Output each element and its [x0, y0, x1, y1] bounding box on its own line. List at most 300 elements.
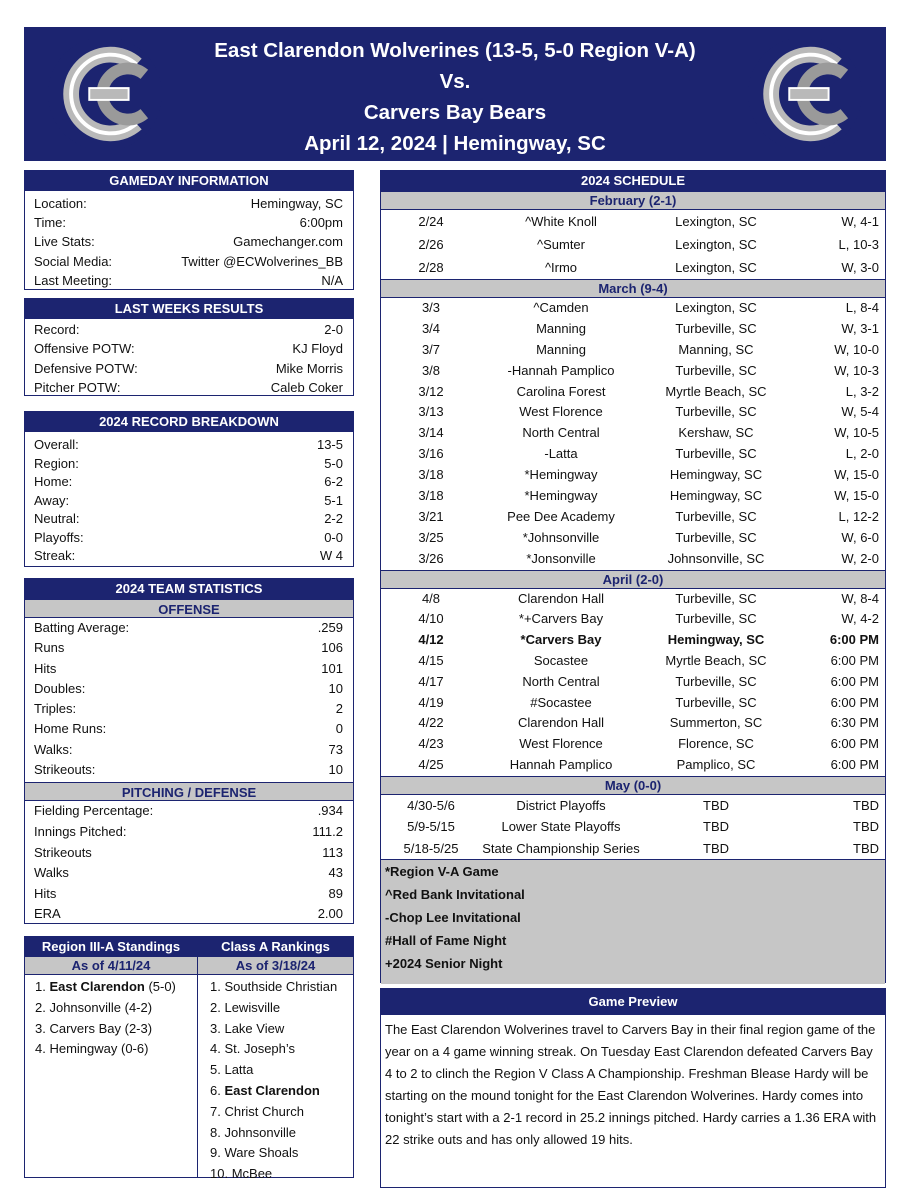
gameday-row: [25, 213, 353, 232]
schedule-game-row: [381, 298, 885, 319]
offense-stat-label: Doubles:: [34, 680, 86, 696]
game-result: W, 8-4: [841, 590, 879, 606]
schedule-game-row: [381, 589, 885, 610]
game-opponent: *Hemingway: [524, 467, 598, 483]
offense-subheader: OFFENSE: [25, 599, 353, 618]
game-result: 6:00 PM: [830, 694, 879, 710]
pitching-stat-row: [25, 884, 353, 905]
record-value: 13-5: [316, 437, 343, 452]
class-rankings-date: As of 3/18/24: [198, 957, 353, 975]
offense-stat-label: Hits: [34, 660, 57, 676]
record-row: [25, 547, 353, 566]
pitching-stat-label: ERA: [34, 906, 61, 922]
schedule-game-row: [381, 549, 885, 570]
region-standing-record: (4-2): [121, 999, 153, 1015]
schedule-game-row: [381, 210, 885, 233]
offense-stat-label: Runs: [34, 640, 65, 656]
game-opponent: *Johnsonville: [522, 529, 600, 545]
game-opponent: ^Camden: [533, 300, 589, 315]
game-location: Hemingway, SC: [667, 632, 765, 648]
gameday-value: Twitter @ECWolverines_BB: [181, 253, 343, 269]
region-standing-rank: 2.: [35, 999, 50, 1015]
region-standings-title: Region III-A Standings: [25, 937, 197, 957]
game-preview-text: The East Clarendon Wolverines travel to Carvers Bay in their final region game of the year on a 4 game winning streak. On Tuesday East Clarendon defeated Carvers Bay 4 to 2 to clinch the Region V Class A Championship. Freshman Blease Hardy will be starting on the mound tonight for the East Clarendon Wolverines. Hardy comes into tonight’s start with a 2-1 record in 25.2 innings pitched. Hardy carries a 1.36 ERA with 22 strike outs and has only allowed 19 hits.: [385, 1022, 877, 1147]
offense-stat-value: 2: [335, 701, 343, 717]
pitching-stat-label: Innings Pitched:: [34, 823, 127, 839]
region-standing-record: (2-3): [121, 1020, 153, 1036]
game-date: 3/16: [418, 446, 444, 462]
game-opponent: Clarendon Hall: [518, 715, 604, 731]
gameday-row: [25, 232, 353, 251]
schedule-game-row: [381, 444, 885, 465]
record-row: [25, 492, 353, 511]
team-statistics-title: 2024 TEAM STATISTICS: [25, 579, 353, 599]
gameday-info-title: GAMEDAY INFORMATION: [25, 171, 353, 191]
game-location: Florence, SC: [678, 736, 754, 752]
game-date: 3/8: [421, 362, 441, 378]
class-ranking-rank: 8.: [210, 1124, 225, 1140]
record-row: [25, 529, 353, 548]
game-result: 6:00 PM: [830, 673, 879, 689]
class-ranking-rank: 9.: [210, 1145, 225, 1161]
lastweek-row: [25, 359, 353, 378]
game-opponent: ^Irmo: [544, 260, 578, 275]
class-ranking-rank: 4.: [210, 1041, 225, 1057]
schedule-game-row: [381, 486, 885, 507]
record-value: 6-2: [324, 474, 343, 489]
game-result: W, 15-0: [834, 488, 879, 504]
game-opponent: Lower State Playoffs: [501, 819, 621, 835]
game-result: 6:30 PM: [830, 715, 879, 731]
offense-stat-value: 101: [321, 660, 343, 676]
gameday-value: N/A: [321, 272, 343, 288]
class-ranking-team: Lewisville: [224, 999, 281, 1015]
opponent-title: Carvers Bay Bears: [363, 101, 547, 124]
record-row: [25, 455, 353, 474]
record-breakdown-panel: [24, 411, 354, 567]
last-week-panel: [24, 298, 354, 396]
game-opponent: *+Carvers Bay: [518, 611, 604, 627]
lastweek-value: Caleb Coker: [270, 379, 343, 395]
standings-panel: [24, 936, 354, 1182]
game-location: Turbeville, SC: [675, 673, 757, 689]
game-date: 4/12: [418, 632, 444, 648]
game-location: TBD: [703, 819, 729, 835]
offense-stat-label: Home Runs:: [34, 721, 107, 737]
region-standings-date: As of 4/11/24: [25, 957, 197, 975]
pitching-stat-value: 43: [328, 865, 343, 881]
class-ranking-team: Southside Christian: [224, 979, 338, 994]
game-result: L, 2-0: [845, 446, 879, 462]
game-location: TBD: [703, 840, 729, 856]
game-result: 6:00 PM: [829, 632, 879, 648]
game-opponent: *Carvers Bay: [520, 632, 602, 648]
game-location: Turbeville, SC: [675, 508, 757, 524]
game-opponent: *Jonsonville: [526, 550, 596, 566]
offense-stat-row: [25, 740, 353, 760]
game-date: 4/22: [418, 715, 444, 731]
pitching-stat-label: Fielding Percentage:: [34, 803, 154, 819]
offense-stat-label: Walks:: [34, 741, 73, 757]
lastweek-label: Pitcher POTW:: [34, 379, 121, 395]
game-result: W, 10-3: [834, 362, 879, 378]
gameday-label: Location:: [34, 196, 87, 211]
game-date: 3/18: [418, 488, 444, 504]
region-standing-rank: 3.: [35, 1020, 50, 1036]
class-rankings-title: Class A Rankings: [198, 937, 353, 957]
class-ranking-item: [198, 1164, 353, 1185]
schedule-month-header: February (2-1): [381, 191, 885, 210]
class-ranking-rank: 1.: [210, 979, 225, 994]
schedule-title: 2024 SCHEDULE: [381, 171, 885, 191]
region-standing-record: (5-0): [144, 979, 176, 994]
ec-logo-icon: [746, 35, 864, 153]
game-opponent: Clarendon Hall: [518, 590, 604, 606]
pitching-stat-row: [25, 904, 353, 925]
schedule-legend: [381, 859, 885, 984]
game-date: 4/23: [418, 736, 444, 752]
class-ranking-rank: 3.: [210, 1020, 225, 1036]
class-ranking-item: [198, 977, 353, 998]
gameday-label: Social Media:: [34, 253, 113, 269]
class-ranking-rank: 10.: [210, 1166, 232, 1182]
game-location: Johnsonville, SC: [667, 550, 765, 566]
game-location: Myrtle Beach, SC: [665, 383, 767, 399]
game-result: TBD: [853, 840, 879, 856]
class-ranking-item: [198, 1123, 353, 1144]
class-ranking-rank: 2.: [210, 999, 225, 1015]
lastweek-row: [25, 320, 353, 339]
game-opponent: Manning: [536, 341, 586, 357]
game-opponent: State Championship Series: [482, 840, 640, 856]
game-date: 2/24: [418, 214, 444, 229]
schedule-game-row: [381, 755, 885, 776]
schedule-game-row: [381, 402, 885, 423]
game-location: Pamplico, SC: [676, 756, 756, 772]
game-date: 3/4: [421, 320, 441, 336]
game-result: W, 10-0: [834, 341, 879, 357]
pitching-stat-value: 89: [328, 885, 343, 901]
offense-stat-row: [25, 659, 353, 679]
game-opponent: North Central: [522, 673, 600, 689]
game-opponent: Socastee: [533, 652, 589, 668]
record-value: 2-2: [324, 511, 343, 526]
game-location: Myrtle Beach, SC: [665, 652, 767, 668]
schedule-game-row: [381, 838, 885, 860]
legend-item: *Region V-A Game: [385, 864, 499, 880]
lastweek-label: Defensive POTW:: [34, 360, 138, 376]
game-date: 3/26: [418, 550, 444, 566]
class-ranking-item: [198, 1143, 353, 1164]
schedule-game-row: [381, 795, 885, 817]
region-standing-item: [25, 998, 197, 1019]
last-week-title: LAST WEEKS RESULTS: [25, 299, 353, 319]
lastweek-value: 2-0: [324, 322, 343, 337]
game-result: L, 3-2: [845, 383, 879, 399]
team-statistics-panel: [24, 578, 354, 924]
schedule-game-row: [381, 693, 885, 714]
gameday-value: Gamechanger.com: [233, 234, 343, 250]
game-opponent: #Socastee: [530, 694, 592, 710]
game-location: Kershaw, SC: [678, 425, 754, 441]
game-result: W, 3-0: [841, 260, 879, 275]
game-location: Turbeville, SC: [675, 446, 757, 462]
game-location: Turbeville, SC: [675, 529, 757, 545]
offense-stat-row: [25, 618, 353, 638]
game-result: W, 15-0: [834, 467, 879, 483]
schedule-game-row: [381, 465, 885, 486]
game-date: 4/10: [418, 611, 444, 627]
game-date: 3/3: [421, 300, 441, 315]
record-row: [25, 436, 353, 455]
game-location: Hemingway, SC: [669, 488, 763, 504]
game-result: 6:00 PM: [830, 756, 879, 772]
schedule-game-row: [381, 423, 885, 444]
lastweek-value: KJ Floyd: [292, 341, 343, 357]
region-standing-item: [25, 977, 197, 998]
record-value: 5-0: [324, 455, 343, 471]
schedule-game-row: [381, 361, 885, 382]
game-location: Turbeville, SC: [675, 404, 757, 420]
game-location: Lexington, SC: [675, 300, 757, 315]
game-result: L, 10-3: [838, 237, 879, 252]
offense-stat-row: [25, 719, 353, 739]
class-ranking-item: [198, 1019, 353, 1040]
schedule-game-row: [381, 672, 885, 693]
record-label: Region:: [34, 455, 79, 471]
lastweek-row: [25, 378, 353, 397]
gameday-row: [25, 194, 353, 213]
pitching-stat-label: Hits: [34, 885, 57, 901]
game-opponent: Hannah Pamplico: [509, 756, 613, 772]
offense-stat-row: [25, 699, 353, 719]
offense-stat-label: Strikeouts:: [34, 762, 96, 778]
gameday-value: Hemingway, SC: [250, 196, 343, 211]
schedule-panel: [380, 170, 886, 983]
game-date: 3/7: [421, 341, 441, 357]
matchup-title: East Clarendon Wolverines (13-5, 5-0 Region V-A): [214, 39, 696, 62]
game-location: Lexington, SC: [675, 214, 757, 229]
legend-item: +2024 Senior Night: [385, 956, 503, 972]
game-date: 3/21: [418, 508, 444, 524]
record-breakdown-title: 2024 RECORD BREAKDOWN: [25, 412, 353, 432]
game-location: Summerton, SC: [669, 715, 763, 731]
game-preview-panel: [380, 988, 886, 1188]
game-location: Turbeville, SC: [675, 362, 757, 378]
game-opponent: -Hannah Pamplico: [507, 362, 615, 378]
pitching-stat-value: 113: [322, 844, 343, 860]
game-result: TBD: [853, 819, 879, 835]
lastweek-label: Offensive POTW:: [34, 341, 135, 357]
gameday-label: Live Stats:: [34, 234, 95, 250]
game-location: Manning, SC: [678, 341, 754, 357]
gameday-row: [25, 271, 353, 290]
game-result: W, 5-4: [841, 404, 879, 420]
header-banner: [24, 27, 886, 161]
game-opponent: ^Sumter: [536, 237, 585, 252]
game-result: L, 12-2: [838, 508, 879, 524]
offense-stat-label: Batting Average:: [34, 620, 130, 635]
lastweek-label: Record:: [34, 322, 80, 337]
region-standing-rank: 1.: [35, 979, 50, 994]
game-opponent: Manning: [536, 320, 586, 336]
record-row: [25, 510, 353, 529]
schedule-game-row: [381, 713, 885, 734]
game-date: 3/18: [418, 467, 444, 483]
region-standing-team: Hemingway: [49, 1041, 118, 1057]
game-date: 3/25: [418, 529, 444, 545]
game-date: 4/17: [418, 673, 444, 689]
class-ranking-team: Johnsonville: [224, 1124, 297, 1140]
gameday-info-panel: [24, 170, 354, 290]
game-opponent: West Florence: [519, 736, 603, 752]
schedule-game-row: [381, 734, 885, 755]
schedule-game-row: [381, 340, 885, 361]
game-date: 3/12: [418, 383, 444, 399]
region-standing-record: (0-6): [117, 1041, 149, 1057]
region-standing-team: Johnsonville: [49, 999, 122, 1015]
pitching-stat-label: Strikeouts: [34, 844, 92, 860]
schedule-game-row: [381, 382, 885, 403]
record-value: 5-1: [324, 492, 343, 508]
record-row: [25, 473, 353, 492]
game-date: 4/30-5/6: [407, 797, 455, 813]
pitching-stat-value: .934: [317, 803, 343, 819]
game-result: W, 10-5: [834, 425, 879, 441]
game-result: 6:00 PM: [830, 736, 879, 752]
game-opponent: West Florence: [519, 404, 603, 420]
game-result: W, 2-0: [841, 550, 879, 566]
game-opponent: Carolina Forest: [516, 383, 606, 399]
offense-stat-value: 73: [328, 741, 343, 757]
game-date: 3/14: [418, 425, 444, 441]
game-date: 4/19: [418, 694, 444, 710]
game-opponent: District Playoffs: [516, 797, 606, 813]
game-location: Turbeville, SC: [675, 320, 757, 336]
schedule-game-row: [381, 816, 885, 838]
schedule-game-row: [381, 507, 885, 528]
legend-item: ^Red Bank Invitational: [385, 887, 525, 903]
class-ranking-team: East Clarendon: [224, 1082, 320, 1098]
game-preview-title: Game Preview: [381, 989, 885, 1015]
record-label: Playoffs:: [34, 529, 84, 545]
class-ranking-item: [198, 1039, 353, 1060]
class-ranking-item: [198, 1060, 353, 1081]
record-value: W 4: [319, 548, 343, 563]
game-result: W, 3-1: [841, 320, 879, 336]
game-date: 4/25: [418, 756, 444, 772]
legend-item: -Chop Lee Invitational: [385, 910, 521, 926]
game-location: TBD: [703, 797, 729, 813]
game-location: Turbeville, SC: [675, 611, 757, 627]
pitching-subheader: PITCHING / DEFENSE: [25, 782, 353, 801]
game-location: Hemingway, SC: [669, 467, 763, 483]
game-result: W, 4-2: [841, 611, 879, 627]
date-location: April 12, 2024 | Hemingway, SC: [304, 132, 606, 155]
offense-stat-value: 0: [335, 721, 343, 737]
class-rankings: [197, 937, 353, 1182]
offense-stat-label: Triples:: [34, 701, 77, 717]
schedule-month-header: May (0-0): [381, 776, 885, 795]
offense-stat-value: .259: [317, 620, 343, 635]
region-standing-rank: 4.: [35, 1041, 50, 1057]
record-label: Home:: [34, 474, 73, 489]
class-ranking-team: Latta: [224, 1062, 254, 1078]
lastweek-value: Mike Morris: [275, 360, 343, 376]
record-value: 0-0: [324, 529, 343, 545]
region-standing-item: [25, 1039, 197, 1060]
class-ranking-team: Christ Church: [224, 1103, 304, 1119]
game-opponent: -Latta: [544, 446, 578, 462]
class-ranking-team: Ware Shoals: [224, 1145, 299, 1161]
record-label: Streak:: [34, 548, 76, 563]
pitching-stat-value: 111.2: [312, 823, 343, 839]
lastweek-row: [25, 339, 353, 358]
versus-label: Vs.: [439, 70, 471, 93]
pitching-stat-row: [25, 863, 353, 884]
schedule-game-row: [381, 528, 885, 549]
game-date: 4/15: [418, 652, 444, 668]
record-label: Neutral:: [34, 511, 80, 526]
game-date: 5/9-5/15: [407, 819, 455, 835]
pitching-stat-row: [25, 843, 353, 864]
class-ranking-team: Lake View: [224, 1020, 285, 1036]
game-opponent: ^White Knoll: [525, 214, 597, 229]
offense-stat-value: 10: [328, 762, 343, 778]
game-result: 6:00 PM: [830, 652, 879, 668]
game-result: L, 8-4: [845, 300, 879, 315]
offense-stat-row: [25, 760, 353, 780]
gameday-row: [25, 252, 353, 271]
schedule-month-header: April (2-0): [381, 570, 885, 589]
pitching-stat-label: Walks: [34, 865, 69, 881]
region-standing-item: [25, 1019, 197, 1040]
schedule-game-row: [381, 609, 885, 630]
region-standing-team: Carvers Bay: [49, 1020, 121, 1036]
game-result: W, 4-1: [841, 214, 879, 229]
schedule-game-row: [381, 630, 885, 651]
game-date: 5/18-5/25: [403, 840, 459, 856]
game-location: Lexington, SC: [675, 260, 757, 275]
game-date: 2/28: [418, 260, 444, 275]
game-opponent: Pee Dee Academy: [507, 508, 615, 524]
class-ranking-item: [198, 1102, 353, 1123]
class-ranking-rank: 7.: [210, 1103, 225, 1119]
record-label: Away:: [34, 492, 70, 508]
pitching-stat-row: [25, 822, 353, 843]
game-location: Turbeville, SC: [675, 694, 757, 710]
schedule-month-header: March (9-4): [381, 279, 885, 298]
gameday-label: Last Meeting:: [34, 272, 113, 288]
pitching-stat-row: [25, 801, 353, 822]
class-ranking-item: [198, 998, 353, 1019]
game-date: 2/26: [418, 237, 444, 252]
region-standing-team: East Clarendon: [49, 979, 145, 994]
region-standings: [25, 937, 197, 1177]
class-ranking-item: [198, 1081, 353, 1102]
class-ranking-rank: 6.: [210, 1082, 225, 1098]
schedule-game-row: [381, 651, 885, 672]
game-date: 3/13: [418, 404, 444, 420]
schedule-game-row: [381, 233, 885, 256]
game-opponent: *Hemingway: [524, 488, 598, 504]
game-result: TBD: [853, 797, 879, 813]
gameday-label: Time:: [34, 215, 67, 231]
game-location: Turbeville, SC: [675, 590, 757, 606]
game-location: Lexington, SC: [675, 237, 757, 252]
record-label: Overall:: [34, 437, 79, 452]
game-result: W, 6-0: [841, 529, 879, 545]
